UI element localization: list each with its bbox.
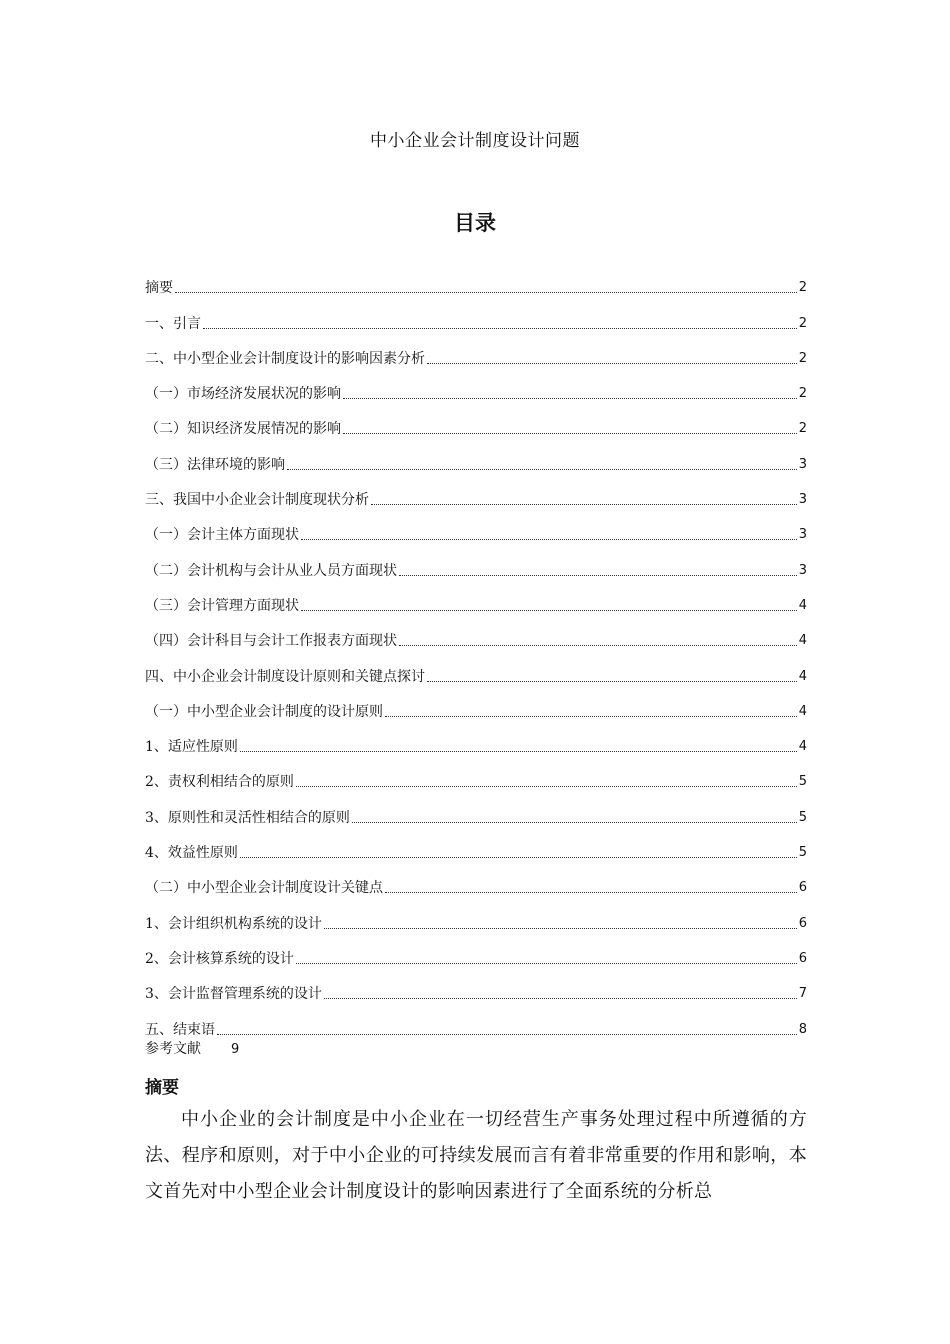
toc-entry[interactable] bbox=[145, 862, 807, 897]
toc-entry-label: 三、我国中小企业会计制度现状分析 bbox=[145, 492, 369, 509]
toc-entry-page-number: 8 bbox=[798, 1021, 807, 1037]
toc-entry-page-number: 4 bbox=[798, 597, 807, 613]
table-of-contents bbox=[145, 262, 807, 1039]
toc-dot-leader bbox=[399, 644, 797, 646]
toc-entry-label: （三）法律环境的影响 bbox=[145, 456, 285, 473]
toc-dot-leader bbox=[343, 432, 797, 434]
toc-dot-leader bbox=[343, 397, 797, 399]
toc-entry-label: 2、会计核算系统的设计 bbox=[145, 950, 294, 967]
toc-entry-page-number: 5 bbox=[798, 774, 807, 790]
toc-dot-leader bbox=[240, 856, 797, 858]
toc-entry[interactable] bbox=[145, 791, 807, 826]
toc-entry-page-number: 3 bbox=[798, 527, 807, 543]
toc-entry[interactable] bbox=[145, 262, 807, 297]
toc-entry[interactable] bbox=[145, 897, 807, 932]
toc-entry-page-number: 9 bbox=[231, 1042, 240, 1057]
toc-entry-page-number: 4 bbox=[798, 739, 807, 755]
toc-entry-label: 摘要 bbox=[145, 280, 173, 297]
toc-dot-leader bbox=[301, 538, 797, 540]
toc-entry[interactable] bbox=[145, 368, 807, 403]
toc-entry-page-number: 6 bbox=[798, 950, 807, 966]
toc-entry[interactable] bbox=[145, 544, 807, 579]
toc-entry-page-number: 2 bbox=[798, 386, 807, 402]
toc-entry[interactable] bbox=[145, 509, 807, 544]
toc-entry-page-number: 5 bbox=[798, 845, 807, 861]
toc-entry-label: （一）市场经济发展状况的影响 bbox=[145, 386, 341, 403]
toc-dot-leader bbox=[385, 715, 797, 717]
toc-entry-label: 1、会计组织机构系统的设计 bbox=[145, 915, 322, 932]
toc-entry-page-number: 6 bbox=[798, 915, 807, 931]
toc-entry-label: 一、引言 bbox=[145, 315, 201, 332]
toc-dot-leader bbox=[217, 1033, 797, 1035]
document-title: 中小企业会计制度设计问题 bbox=[370, 131, 580, 151]
toc-entry[interactable] bbox=[145, 474, 807, 509]
toc-entry-label: 3、原则性和灵活性相结合的原则 bbox=[145, 809, 350, 826]
toc-dot-leader bbox=[296, 785, 797, 787]
toc-entry-page-number: 2 bbox=[798, 350, 807, 366]
toc-entry-label: （二）中小型企业会计制度设计关键点 bbox=[145, 880, 383, 897]
toc-dot-leader bbox=[427, 362, 797, 364]
toc-dot-leader bbox=[296, 962, 797, 964]
toc-entry-label: （四）会计科目与会计工作报表方面现状 bbox=[145, 633, 397, 650]
toc-entry-label: （一）中小型企业会计制度的设计原则 bbox=[145, 703, 383, 720]
toc-entry-label: （二）会计机构与会计从业人员方面现状 bbox=[145, 562, 397, 579]
toc-entry-page-number: 4 bbox=[798, 633, 807, 649]
toc-dot-leader bbox=[240, 750, 797, 752]
toc-entry-page-number: 3 bbox=[798, 492, 807, 508]
toc-entry-page-number: 3 bbox=[798, 456, 807, 472]
toc-heading: 目录 bbox=[454, 211, 496, 235]
toc-entry-page-number: 7 bbox=[798, 986, 807, 1002]
toc-entry[interactable] bbox=[145, 438, 807, 473]
toc-dot-leader bbox=[324, 997, 797, 999]
toc-entry-page-number: 2 bbox=[798, 280, 807, 296]
toc-entry[interactable] bbox=[145, 403, 807, 438]
toc-entry-page-number: 3 bbox=[798, 562, 807, 578]
toc-entry[interactable] bbox=[145, 933, 807, 968]
toc-entry[interactable] bbox=[145, 615, 807, 650]
abstract-paragraph: 中小企业的会计制度是中小企业在一切经营生产事务处理过程中所遵循的方法、程序和原则，对于中小企业的可持续发展而言有着非常重要的作用和影响，本文首先对中小型企业会计制度设计的影响因素进行了全面系统的分析总 bbox=[145, 1109, 807, 1202]
toc-dot-leader bbox=[385, 891, 797, 893]
toc-dot-leader bbox=[371, 503, 797, 505]
toc-entry-label: 参考文献 bbox=[145, 1041, 201, 1057]
toc-dot-leader bbox=[352, 821, 797, 823]
toc-entry-label: 3、会计监督管理系统的设计 bbox=[145, 986, 322, 1003]
toc-entry-page-number: 5 bbox=[798, 809, 807, 825]
toc-dot-leader bbox=[324, 927, 797, 929]
toc-dot-leader bbox=[287, 468, 797, 470]
toc-entry-label: （二）知识经济发展情况的影响 bbox=[145, 421, 341, 438]
toc-entry-page-number: 2 bbox=[798, 421, 807, 437]
toc-entry-label: 四、中小企业会计制度设计原则和关键点探讨 bbox=[145, 668, 425, 685]
toc-entry-page-number: 4 bbox=[798, 668, 807, 684]
toc-dot-leader bbox=[203, 327, 797, 329]
toc-entry-page-number: 2 bbox=[798, 315, 807, 331]
toc-entry-label: （一）会计主体方面现状 bbox=[145, 527, 299, 544]
toc-entry[interactable] bbox=[145, 650, 807, 685]
toc-entry[interactable] bbox=[145, 333, 807, 368]
toc-dot-leader bbox=[301, 609, 797, 611]
toc-entry-label: 五、结束语 bbox=[145, 1021, 215, 1038]
toc-entry[interactable] bbox=[145, 1003, 807, 1038]
toc-entry-page-number: 4 bbox=[798, 703, 807, 719]
toc-entry[interactable] bbox=[145, 721, 807, 756]
toc-dot-leader bbox=[175, 291, 797, 293]
toc-entry[interactable] bbox=[145, 827, 807, 862]
toc-entry[interactable] bbox=[145, 580, 807, 615]
toc-entry-label: （三）会计管理方面现状 bbox=[145, 597, 299, 614]
toc-entry-label: 2、责权利相结合的原则 bbox=[145, 774, 294, 791]
toc-entry-label: 二、中小型企业会计制度设计的影响因素分析 bbox=[145, 350, 425, 367]
toc-entry[interactable] bbox=[145, 756, 807, 791]
toc-entry-label: 1、适应性原则 bbox=[145, 739, 238, 756]
toc-entry-references[interactable] bbox=[145, 1040, 239, 1059]
toc-dot-leader bbox=[427, 680, 797, 682]
abstract-heading: 摘要 bbox=[145, 1078, 179, 1098]
toc-entry-page-number: 6 bbox=[798, 880, 807, 896]
toc-dot-leader bbox=[399, 574, 797, 576]
toc-entry-label: 4、效益性原则 bbox=[145, 845, 238, 862]
toc-entry[interactable] bbox=[145, 297, 807, 332]
toc-entry[interactable] bbox=[145, 968, 807, 1003]
toc-entry[interactable] bbox=[145, 686, 807, 721]
